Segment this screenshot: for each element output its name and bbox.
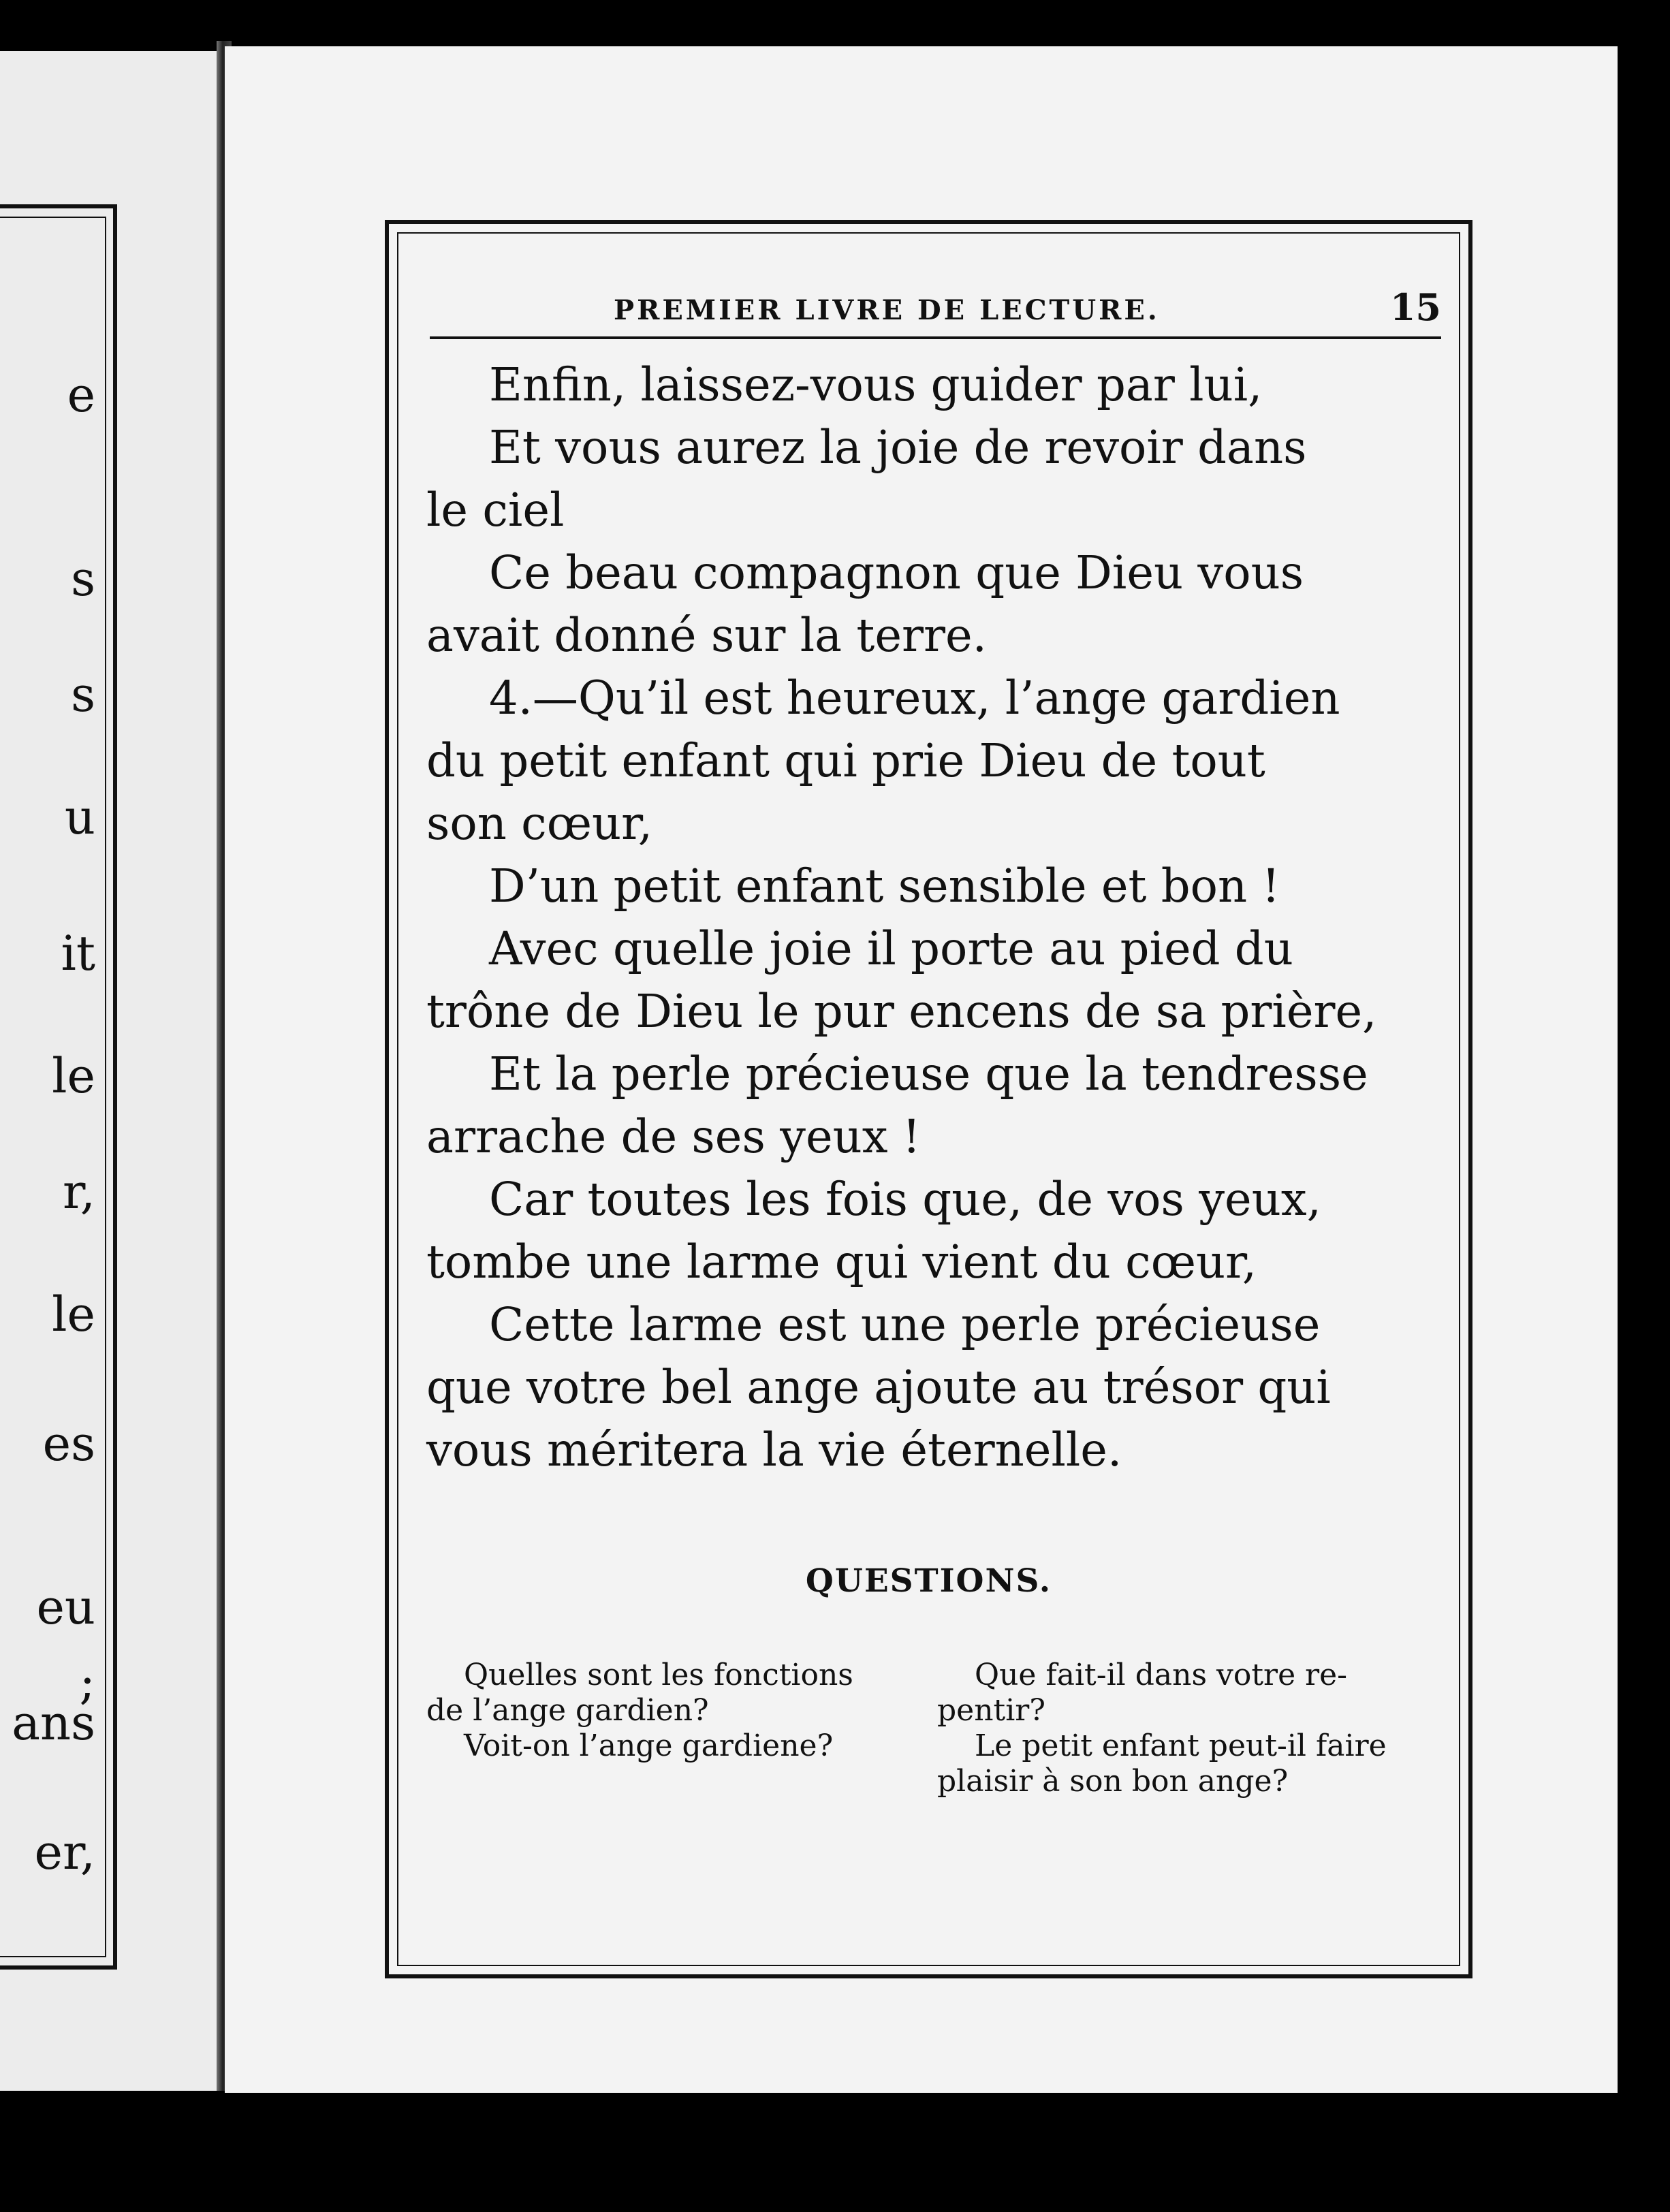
facing-page-fragment: r, [62, 1164, 95, 1220]
text-line: arrache de ses yeux ! [426, 1110, 921, 1163]
page-number: 15 [1389, 285, 1441, 329]
facing-page-fragment: es [42, 1416, 95, 1472]
question-line: Que fait-il dans votre re- [975, 1658, 1348, 1692]
facing-page-fragment: u [64, 789, 95, 845]
book-page [225, 46, 1618, 2093]
question-line: pentir? [937, 1693, 1045, 1728]
text-line: le ciel [426, 484, 565, 537]
facing-page-fragment: it [61, 926, 95, 981]
text-line: Cette larme est une perle précieuse [489, 1298, 1321, 1351]
facing-page-fragment: eu [36, 1579, 95, 1635]
facing-page [0, 51, 225, 2091]
text-line: son cœur, [426, 797, 653, 850]
text-line: 4.—Qu’il est heureux, l’ange gardien [489, 672, 1340, 725]
text-line: Ce beau compagnon que Dieu vous [489, 546, 1304, 599]
poem-text [426, 353, 1414, 1481]
running-header [389, 282, 1441, 330]
text-line: avait donné sur la terre. [426, 609, 987, 662]
page-border [385, 220, 1472, 1978]
question-line: plaisir à son bon ange? [937, 1764, 1289, 1799]
facing-page-fragment: le [52, 1286, 95, 1342]
text-line: que votre bel ange ajoute au trésor qui [426, 1361, 1331, 1414]
facing-page-fragment: er, [34, 1824, 95, 1880]
facing-page-fragment: le [52, 1048, 95, 1104]
facing-page-fragment: ; [79, 1654, 95, 1710]
text-line: du petit enfant qui prie Dieu de tout [426, 734, 1265, 787]
text-line: Avec quelle joie il porte au pied du [489, 922, 1293, 975]
facing-page-fragment: s [71, 551, 95, 607]
facing-page-fragment: e [67, 367, 95, 423]
facing-page-fragment: ans [12, 1695, 95, 1751]
question-line: Le petit enfant peut-il faire [975, 1728, 1387, 1763]
question-line: Quelles sont les fonctions [464, 1658, 853, 1692]
text-line: Car toutes les fois que, de vos yeux, [489, 1173, 1321, 1226]
text-line: D’un petit enfant sensible et bon ! [489, 859, 1280, 913]
text-line: trône de Dieu le pur encens de sa prière, [426, 985, 1377, 1038]
text-line: tombe une larme qui vient du cœur, [426, 1235, 1257, 1289]
running-title: PREMIER LIVRE DE LECTURE. [614, 294, 1160, 326]
question-line: Voit-on l’ange gardiene? [464, 1728, 834, 1763]
text-line: Et vous aurez la joie de revoir dans [489, 421, 1307, 474]
questions-left-column [426, 1658, 903, 1764]
questions-heading: QUESTIONS. [805, 1562, 1052, 1600]
text-line: Et la perle précieuse que la tendresse [489, 1047, 1368, 1101]
facing-page-fragment: s [71, 667, 95, 723]
question-line: de l’ange gardien? [426, 1693, 709, 1728]
text-line: Enfin, laissez-vous guider par lui, [489, 358, 1263, 411]
questions-right-column [937, 1658, 1414, 1799]
header-rule [430, 336, 1441, 339]
text-line: vous méritera la vie éternelle. [426, 1423, 1122, 1476]
